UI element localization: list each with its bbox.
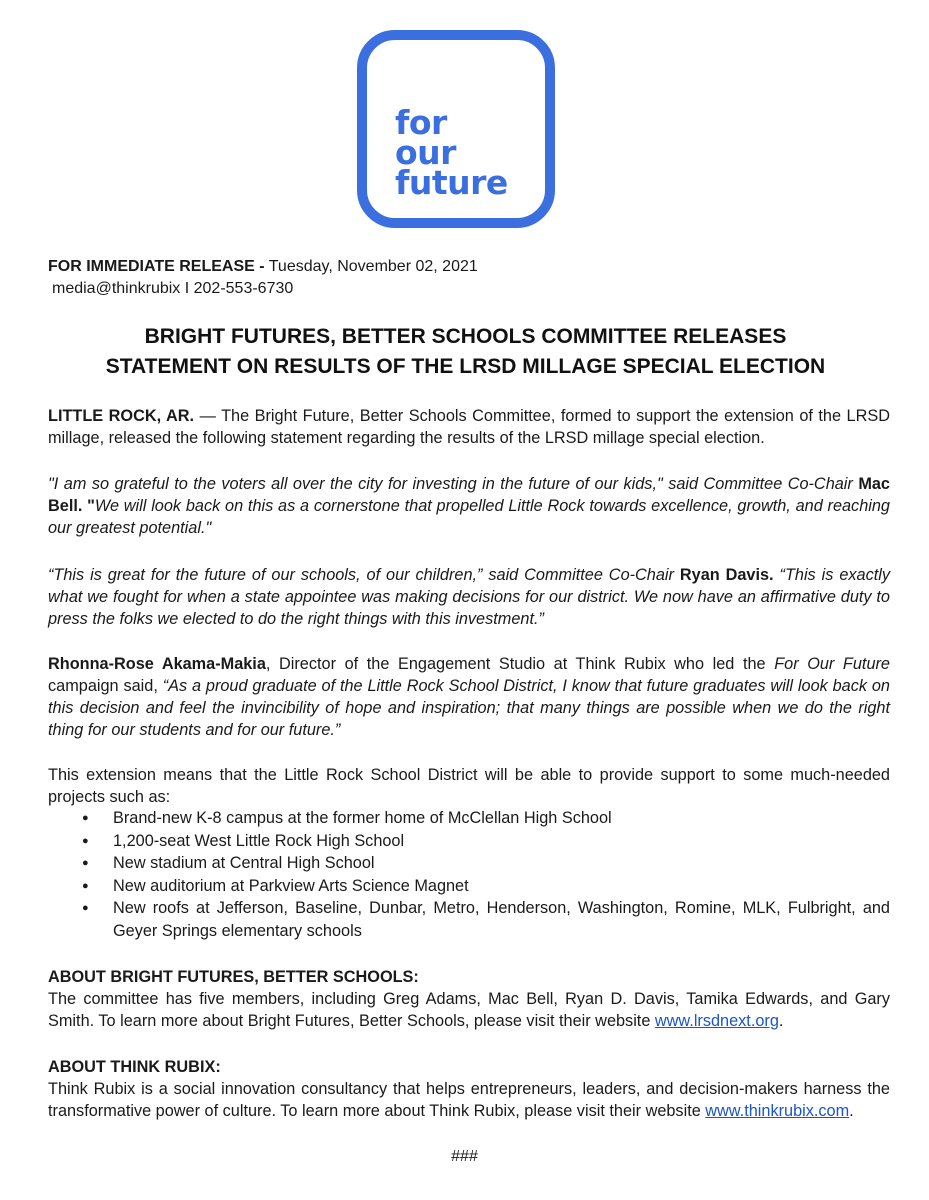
logo-line: future [395, 163, 508, 202]
media-contact: media@thinkrubix I 202-553-6730 [52, 280, 294, 297]
logo-line: for [395, 103, 447, 142]
dateline: LITTLE ROCK, AR. [48, 407, 195, 425]
list-item: ● Brand-new K-8 campus at the former home of McClellan High School [48, 807, 890, 830]
list-item: ● 1,200-seat West Little Rock High School [48, 830, 890, 853]
paragraph-dateline [48, 405, 890, 449]
paragraph-ryan-davis-quote [48, 564, 890, 630]
section-title: ABOUT BRIGHT FUTURES, BETTER SCHOOLS: [48, 968, 419, 986]
logo-wordmark [395, 103, 508, 202]
release-date: Tuesday, November 02, 2021 [268, 258, 478, 275]
logo-line: our [395, 133, 456, 172]
punctuation: . [849, 1102, 854, 1120]
quote-text: “As a proud graduate of the Little Rock School District, I know that future graduates will look back on this decision and feel the invincibility of hope and inspiration; that many things are possible when we do the right thing for our students and for our future.” [48, 677, 890, 739]
quote-text: We will look back on this as a cornerstone that propelled Little Rock towards excellence, growth, and reaching our greatest potential." [48, 497, 890, 537]
quote-text: “This is great for the future of our schools, of our children,” said Committee Co-Chair [48, 566, 680, 584]
list-item: ● New roofs at Jefferson, Baseline, Dunbar, Metro, Henderson, Washington, Romine, MLK, Fulbright, and Geyer Springs elementary schools [48, 897, 890, 942]
paragraph-mac-bell-quote [48, 473, 890, 539]
quote-text: “This is exactly what we fought for when a state appointee was making decisions for our district. We now have an affirmative duty to press the folks we elected to do the right things with this investment.” [48, 566, 890, 628]
headline-line: BRIGHT FUTURES, BETTER SCHOOLS COMMITTEE RELEASES [144, 325, 787, 348]
lrsdnext-link[interactable]: www.lrsdnext.org [654, 1012, 779, 1030]
about-think-rubix [48, 1056, 890, 1122]
paragraph-text: Think Rubix is a social innovation consultancy that helps entrepreneurs, leaders, and decision-makers harness the transformative power of culture. To learn more about Think Rubix, please visit their website [48, 1080, 890, 1120]
quote-text: "I am so grateful to the voters all over the city for investing in the future of our kids," said Committee Co-Chair [48, 475, 859, 493]
thinkrubix-link[interactable]: www.thinkrubix.com [705, 1102, 850, 1120]
headline-line: STATEMENT ON RESULTS OF THE LRSD MILLAGE SPECIAL ELECTION [105, 355, 826, 378]
about-bright-futures [48, 966, 890, 1032]
for-our-future-logo [357, 30, 555, 228]
speaker-name: Mac Bell. " [48, 475, 890, 515]
section-title: ABOUT THINK RUBIX: [48, 1058, 221, 1076]
speaker-name: Ryan Davis. [679, 566, 774, 584]
end-mark: ### [451, 1148, 478, 1165]
page-title [48, 322, 883, 382]
release-info [48, 256, 478, 300]
list-item: ● New auditorium at Parkview Arts Science Magnet [48, 875, 890, 898]
paragraph-text: — The Bright Future, Better Schools Committee, formed to support the extension of the LRSD millage, released the following statement regarding the results of the LRSD millage special election. [48, 407, 890, 447]
paragraph-text: campaign said, [48, 677, 163, 695]
paragraph-text: , Director of the Engagement Studio at Think Rubix who led the [265, 655, 775, 673]
paragraph-akama-makia-quote [48, 653, 890, 741]
speaker-name: Rhonna-Rose Akama-Makia [48, 655, 266, 673]
projects-list [48, 807, 890, 942]
list-item: ● New stadium at Central High School [48, 852, 890, 875]
paragraph-extension: This extension means that the Little Rock School District will be able to provide support to some much-needed projects such as: [48, 766, 890, 806]
campaign-name: For Our Future [774, 655, 890, 673]
punctuation: . [778, 1012, 784, 1030]
paragraph-text: The committee has five members, including Greg Adams, Mac Bell, Ryan D. Davis, Tamika Edwards, and Gary Smith. To learn more about Bright Futures, Better Schools, please visit their website [48, 990, 890, 1030]
release-label: FOR IMMEDIATE RELEASE - [48, 258, 265, 275]
